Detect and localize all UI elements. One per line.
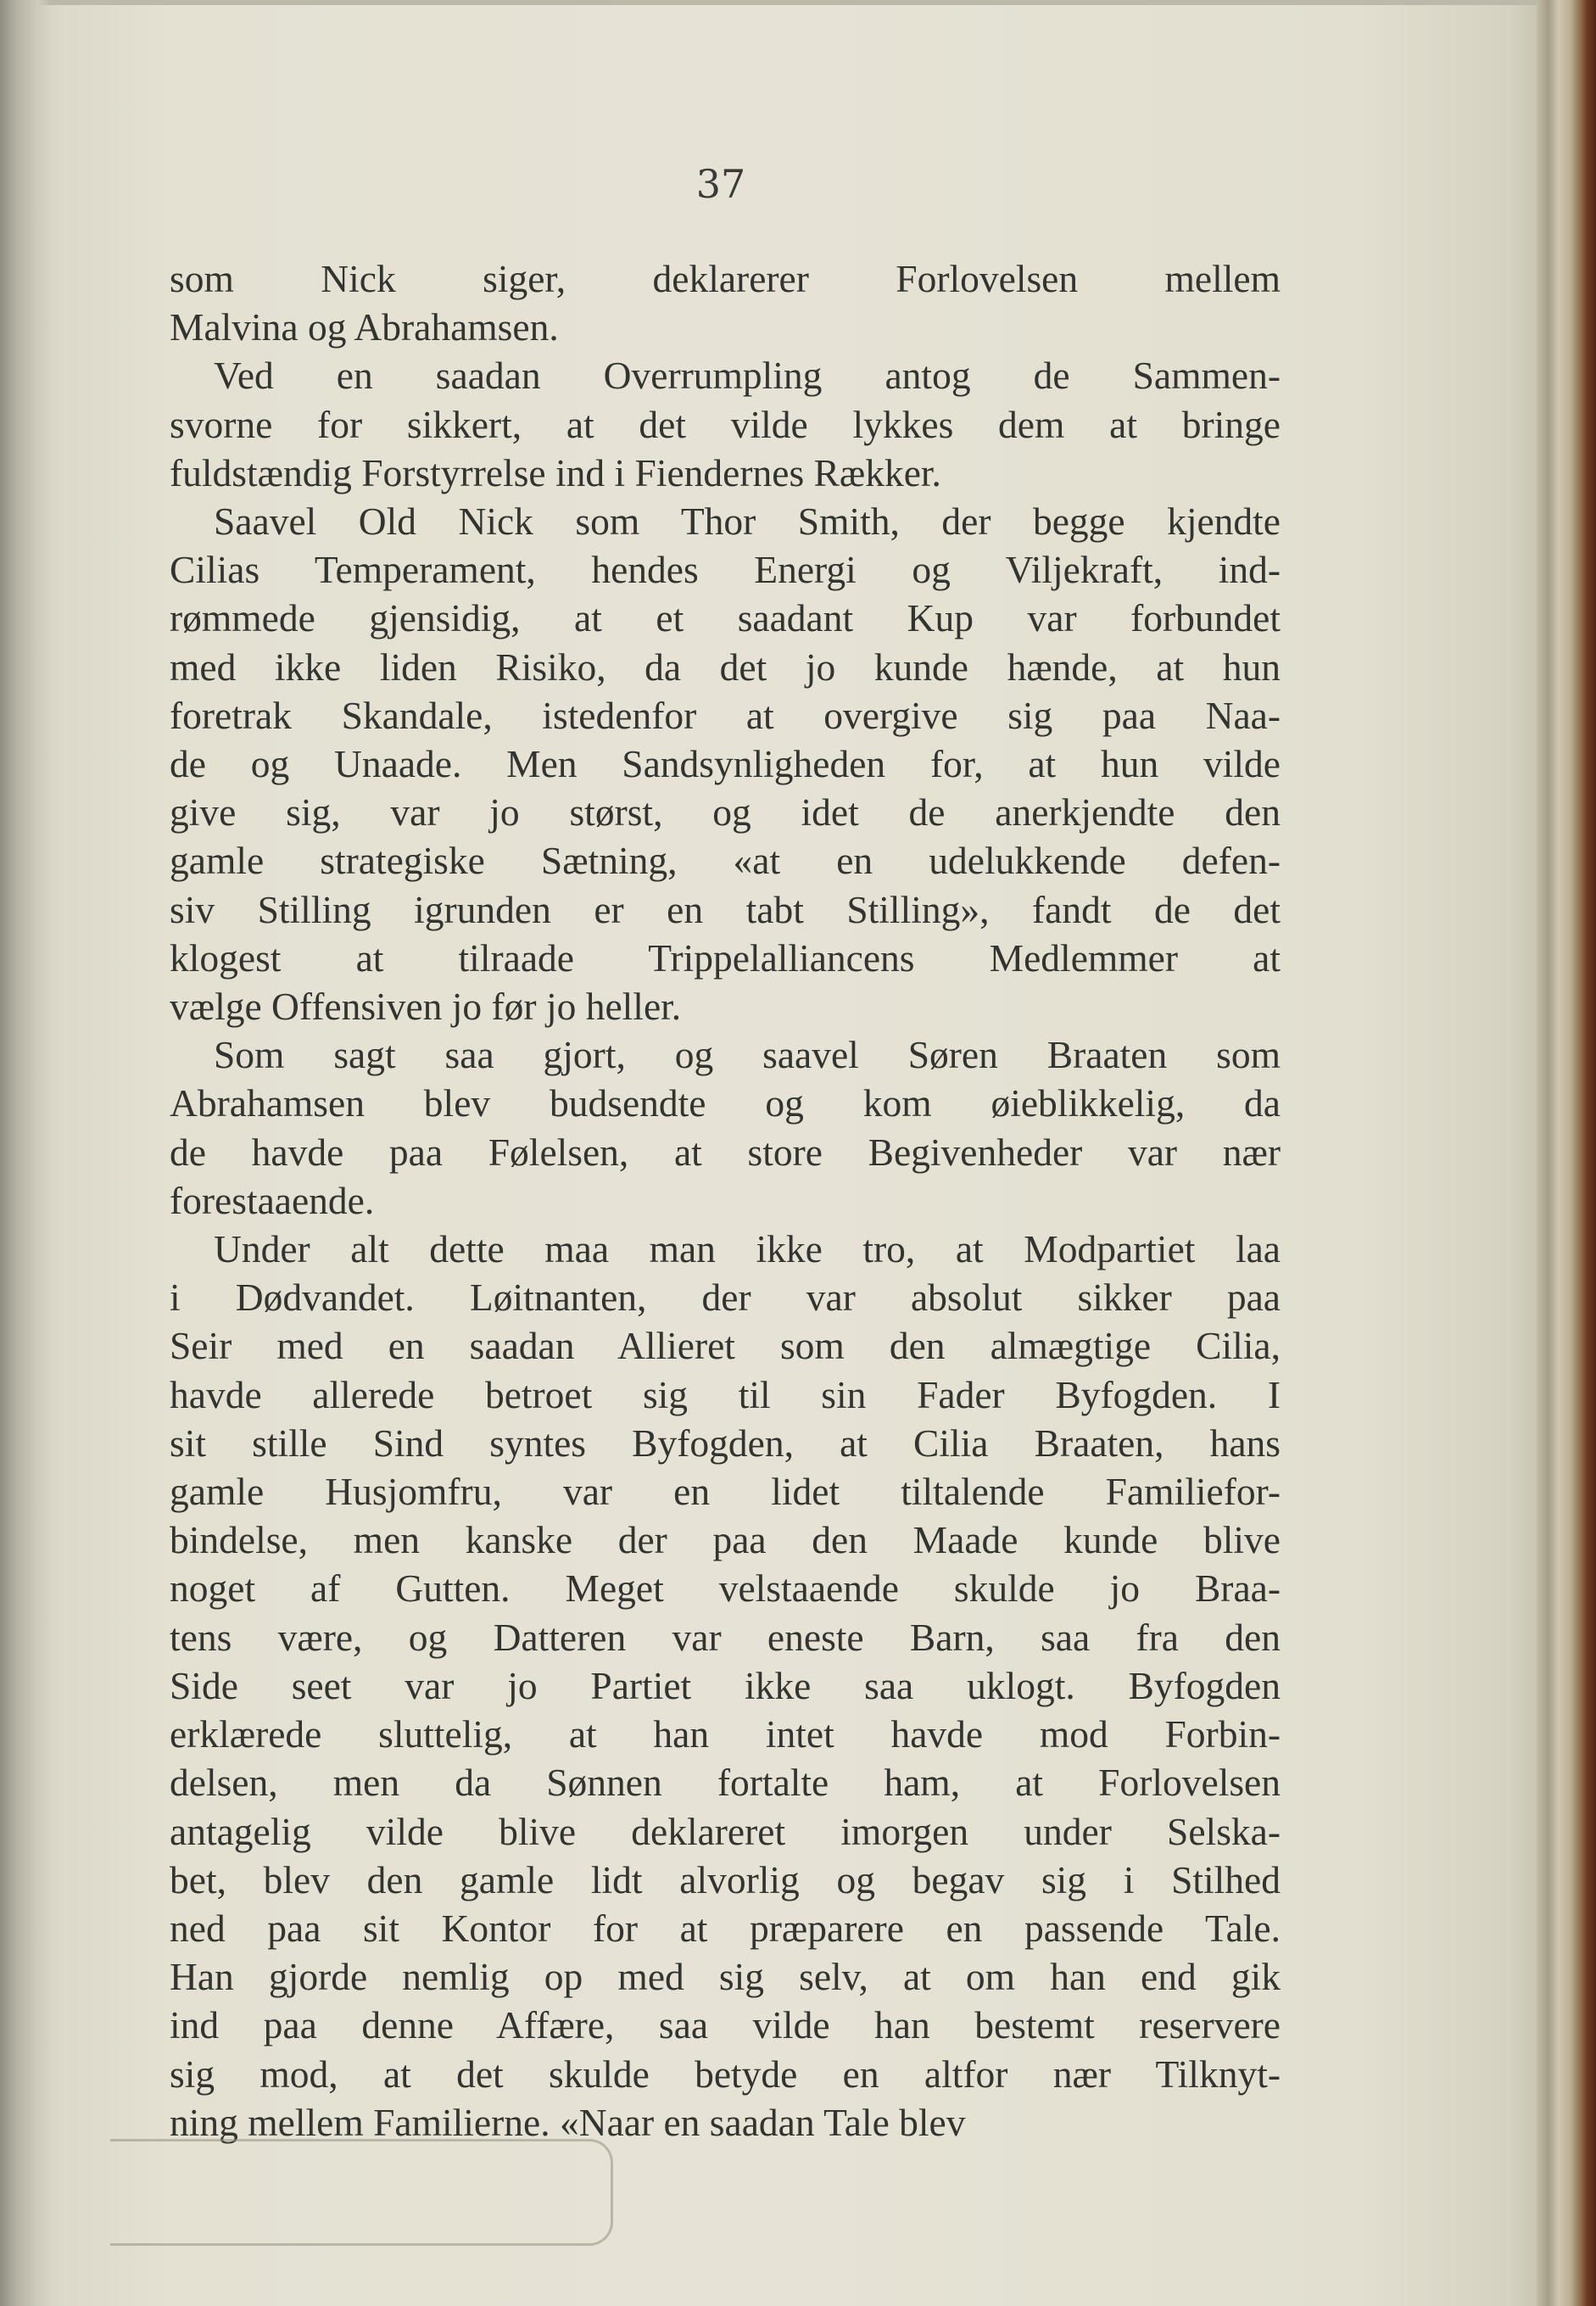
text-line: de havde paa Følelsen, at store Begivenheder var nær [170, 1130, 1281, 1174]
text-line: i Dødvandet. Løitnanten, der var absolut sikker paa [170, 1276, 1281, 1320]
text-line: sit stille Sind syntes Byfogden, at Cilia Braaten, hans [170, 1421, 1281, 1465]
text-line: vælge Offensiven jo før jo heller. [170, 985, 682, 1029]
paragraph [170, 1225, 1281, 2147]
text-line: bindelse, men kanske der paa den Maade kunde blive [170, 1518, 1281, 1562]
text-line: rømmede gjensidig, at et saadant Kup var forbundet [170, 596, 1281, 640]
text-line: ned paa sit Kontor for at præparere en passende Tale. [170, 1906, 1281, 1950]
text-line: erklærede sluttelig, at han intet havde mod Forbin- [170, 1712, 1281, 1756]
text-line: give sig, var jo størst, og idet de anerkjendte den [170, 790, 1281, 835]
text-line: Under alt dette maa man ikke tro, at Modpartiet laa [214, 1227, 1281, 1271]
text-line: Ved en saadan Overrumpling antog de Sammen- [214, 354, 1281, 398]
paragraph [170, 497, 1281, 1030]
text-line: gamle strategiske Sætning, «at en udelukkende defen- [170, 839, 1281, 883]
library-label-outline [110, 2139, 613, 2246]
book-gutter [0, 0, 51, 2306]
text-line: svorne for sikkert, at det vilde lykkes dem at bringe [170, 402, 1281, 446]
text-line: som Nick siger, deklarerer Forlovelsen mellem [170, 257, 1281, 300]
text-line: havde allerede betroet sig til sin Fader Byfogden. I [170, 1372, 1281, 1416]
page-fore-edge [1537, 0, 1596, 2306]
text-line: ind paa denne Affære, saa vilde han bestemt reservere [170, 2003, 1281, 2047]
text-line: Abrahamsen blev budsendte og kom øieblikkelig, da [170, 1081, 1281, 1125]
text-line: Cilias Temperament, hendes Energi og Viljekraft, ind- [170, 548, 1281, 592]
text-line: Han gjorde nemlig op med sig selv, at om han end gik [170, 1955, 1281, 1999]
text-line: Saavel Old Nick som Thor Smith, der begge kjendte [214, 500, 1281, 544]
paragraph [170, 1030, 1281, 1225]
text-line: tens være, og Datteren var eneste Barn, saa fra den [170, 1615, 1281, 1659]
text-line: gamle Husjomfru, var en lidet tiltalende Familiefor- [170, 1470, 1281, 1514]
text-line: med ikke liden Risiko, da det jo kunde hænde, at hun [170, 645, 1281, 689]
text-line: bet, blev den gamle lidt alvorlig og begav sig i Stilhed [170, 1857, 1281, 1901]
text-line: antagelig vilde blive deklareret imorgen under Selska- [170, 1809, 1281, 1853]
text-line: klogest at tilraade Trippelalliancens Medlemmer at [170, 935, 1281, 980]
text-line: Som sagt saa gjort, og saavel Søren Braaten som [214, 1033, 1281, 1077]
text-line: sig mod, at det skulde betyde en altfor nær Tilknyt- [170, 2052, 1281, 2096]
text-line: Seir med en saadan Allieret som den almægtige Cilia, [170, 1324, 1281, 1368]
page-top-edge [0, 0, 1596, 5]
paragraph [170, 351, 1281, 497]
text-line: foretrak Skandale, istedenfor at overgive sig paa Naa- [170, 693, 1281, 737]
text-line: de og Unaade. Men Sandsynligheden for, at hun vilde [170, 742, 1281, 786]
page-number: 37 [695, 161, 746, 207]
body-text [170, 254, 1281, 2147]
text-line: siv Stilling igrunden er en tabt Stilling», fandt de det [170, 887, 1281, 931]
text-line: fuldstændig Forstyrrelse ind i Fiendernes Rækker. [170, 450, 941, 494]
text-line: noget af Gutten. Meget velstaaende skulde jo Braa- [170, 1566, 1281, 1611]
paragraph [170, 254, 1281, 351]
text-line: forestaaende. [170, 1178, 375, 1222]
text-line: delsen, men da Sønnen fortalte ham, at Forlovelsen [170, 1761, 1281, 1805]
text-line: Side seet var jo Partiet ikke saa uklogt. Byfogden [170, 1663, 1281, 1707]
text-line: Malvina og Abrahamsen. [170, 305, 559, 349]
text-line: ning mellem Familierne. «Naar en saadan Tale blev [170, 2100, 966, 2144]
